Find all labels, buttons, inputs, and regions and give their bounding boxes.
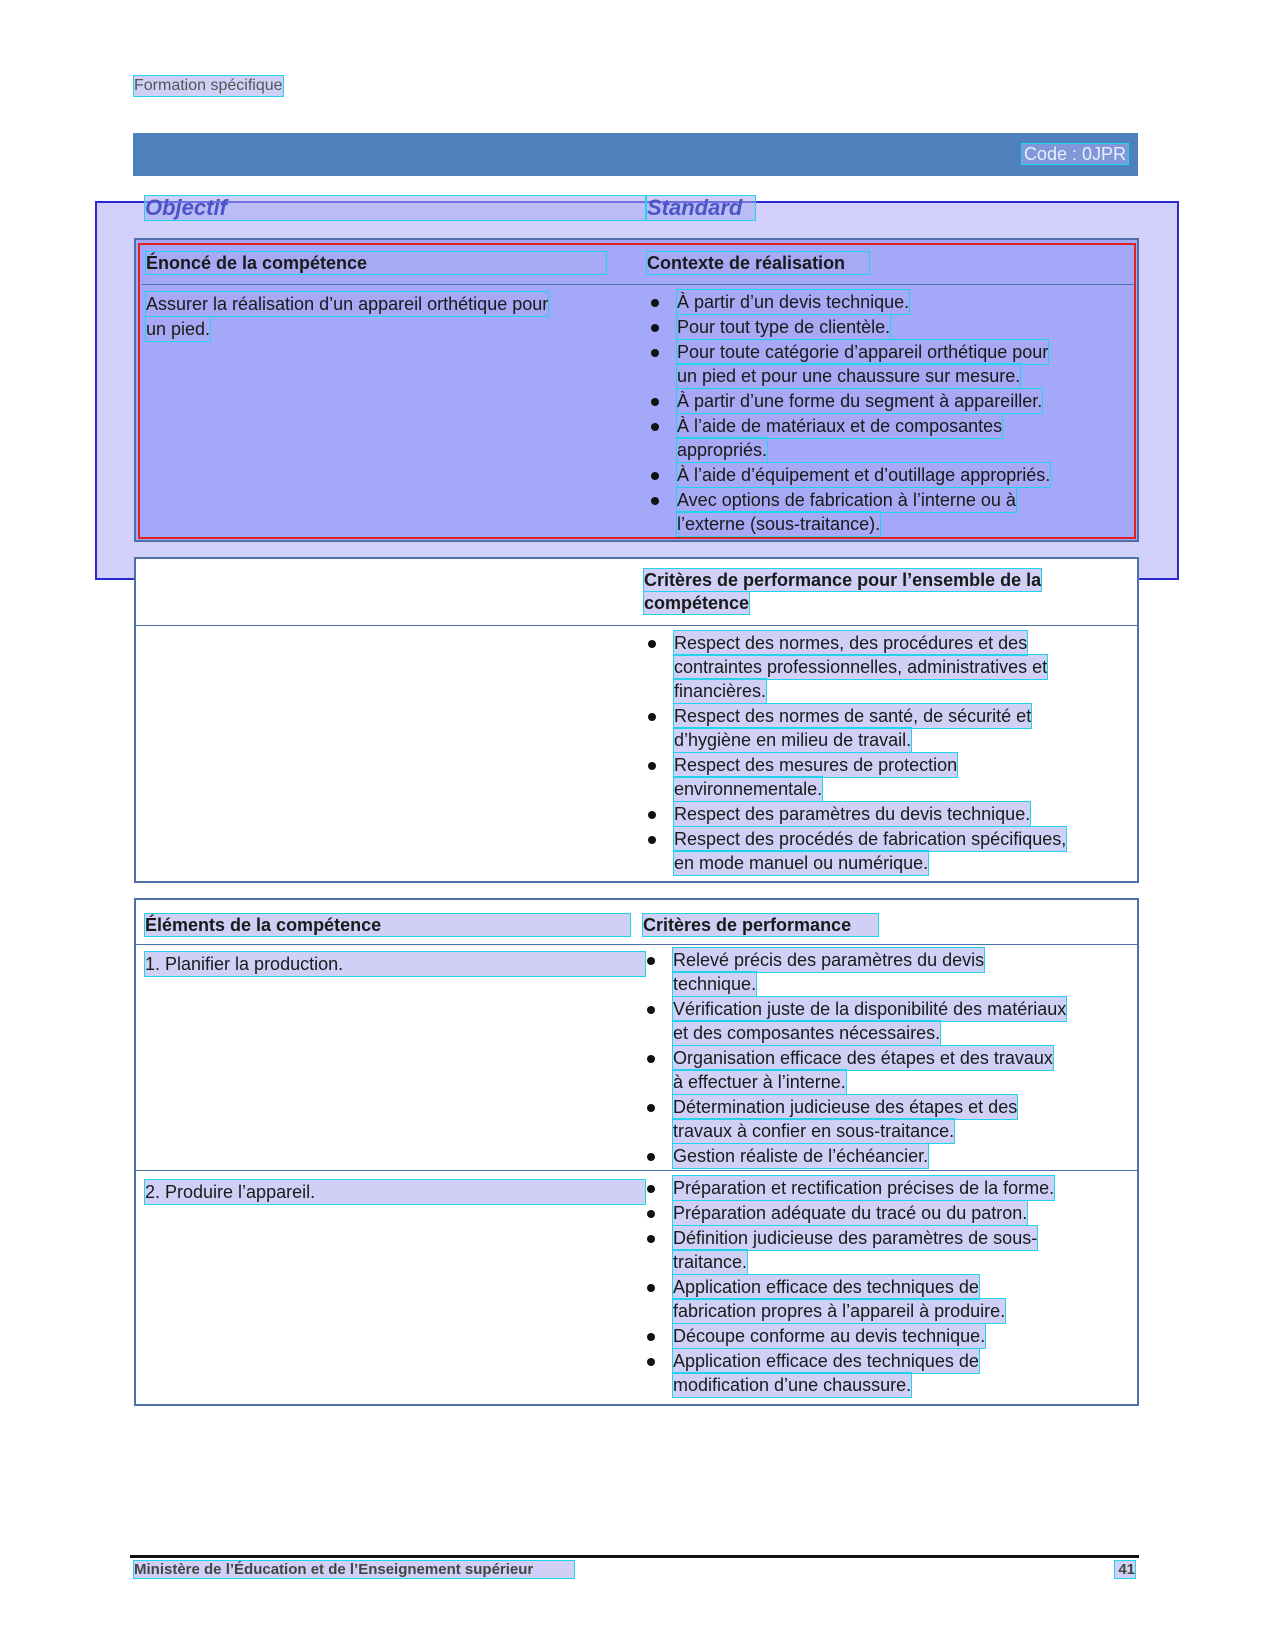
context-item-text: Pour tout type de clientèle. [677, 317, 891, 337]
global-criteria-heading [644, 569, 1089, 615]
footer-rule [130, 1555, 1139, 1558]
bullet-icon [647, 1210, 655, 1218]
criteria-heading: Critères de performance [643, 914, 878, 936]
section-label: Formation spécifique [134, 77, 283, 94]
context-item-text: l’externe (sous-traitance). [677, 514, 881, 534]
context-item-text: À partir d’un devis technique. [677, 292, 910, 312]
elements-table [134, 898, 1139, 1406]
context-item [647, 488, 1107, 536]
context-item-text: À partir d’une forme du segment à appareiller. [677, 391, 1043, 411]
criteria-item-text: Préparation et rectification précises de la forme. [673, 1178, 1055, 1198]
bullet-icon [651, 497, 659, 505]
bullet-icon [647, 1358, 655, 1366]
criteria-list-1 [643, 948, 1123, 1169]
criteria-item [643, 1046, 1123, 1094]
criteria-item-text: Application efficace des techniques de [673, 1351, 979, 1371]
bullet-icon [651, 349, 659, 357]
bullet-icon [647, 1104, 655, 1112]
competence-statement-line: Assurer la réalisation d’un appareil orthétique pour [146, 294, 549, 314]
criteria-item-text: Gestion réaliste de l’échéancier. [673, 1146, 929, 1166]
criteria-item [643, 1275, 1123, 1323]
context-heading: Contexte de réalisation [647, 252, 869, 274]
global-criteria-item [644, 631, 1104, 703]
bullet-icon [647, 1153, 655, 1161]
competence-statement-heading: Énoncé de la compétence [146, 252, 606, 274]
criteria-item [643, 948, 1123, 996]
global-criteria-item [644, 704, 1104, 752]
context-item-text: appropriés. [677, 440, 768, 460]
context-item [647, 389, 1107, 413]
bullet-icon [647, 1333, 655, 1341]
criteria-item-text: Vérification juste de la disponibilité des matériaux [673, 999, 1067, 1019]
global-criteria-item-text: Respect des normes de santé, de sécurité et [674, 706, 1032, 726]
criteria-item-text: Application efficace des techniques de [673, 1277, 979, 1297]
criteria-item-text: traitance. [673, 1252, 748, 1272]
criteria-item-text: modification d’une chaussure. [673, 1375, 912, 1395]
global-criteria-item-text: Respect des procédés de fabrication spécifiques, [674, 829, 1067, 849]
criteria-item [643, 1176, 1123, 1200]
criteria-item-text: Définition judicieuse des paramètres de sous- [673, 1228, 1038, 1248]
global-criteria-list [644, 631, 1104, 876]
context-item [647, 315, 1107, 339]
global-criteria-item [644, 827, 1104, 875]
global-criteria-heading-line: Critères de performance pour l’ensemble de la [644, 570, 1042, 590]
global-criteria-item-text: d’hygiène en milieu de travail. [674, 730, 912, 750]
criteria-item-text: fabrication propres à l’appareil à produire. [673, 1301, 1006, 1321]
context-item [647, 414, 1107, 462]
criteria-item [643, 1201, 1123, 1225]
code-label: Code : 0JPR [1023, 144, 1126, 164]
criteria-item-text: Relevé précis des paramètres du devis [673, 950, 985, 970]
criteria-item-text: Découpe conforme au devis technique. [673, 1326, 986, 1346]
criteria-item [643, 1349, 1123, 1397]
bullet-icon [648, 640, 656, 648]
global-criteria-item [644, 753, 1104, 801]
global-criteria-item-text: Respect des mesures de protection [674, 755, 958, 775]
criteria-item [643, 1226, 1123, 1274]
criteria-item-text: Organisation efficace des étapes et des travaux [673, 1048, 1053, 1068]
global-criteria-item-text: en mode manuel ou numérique. [674, 853, 929, 873]
bullet-icon [648, 762, 656, 770]
bullet-icon [651, 423, 659, 431]
footer-ministry: Ministère de l’Éducation et de l’Enseignement supérieur [134, 1561, 574, 1578]
criteria-item-text: Préparation adéquate du tracé ou du patron. [673, 1203, 1028, 1223]
criteria-item-text: travaux à confier en sous-traitance. [673, 1121, 955, 1141]
global-criteria-item-text: contraintes professionnelles, administratives et [674, 657, 1048, 677]
criteria-item [643, 1095, 1123, 1143]
code-banner [133, 133, 1138, 176]
objective-title: Objectif [145, 196, 645, 220]
bullet-icon [651, 472, 659, 480]
bullet-icon [648, 811, 656, 819]
criteria-item-text: technique. [673, 974, 757, 994]
competence-statement-line: un pied. [146, 319, 211, 339]
context-item [647, 463, 1107, 487]
context-item-text: À l’aide de matériaux et de composantes [677, 416, 1003, 436]
global-criteria-item-text: Respect des normes, des procédures et des [674, 633, 1028, 653]
criteria-item [643, 1144, 1123, 1168]
elements-heading: Éléments de la compétence [145, 914, 630, 936]
criteria-list-2 [643, 1176, 1123, 1398]
bullet-icon [647, 1284, 655, 1292]
context-list [647, 290, 1107, 537]
bullet-icon [651, 299, 659, 307]
global-criteria-heading-line: compétence [644, 593, 750, 613]
criteria-item [643, 997, 1123, 1045]
context-item [647, 340, 1107, 388]
competence-table [134, 238, 1139, 542]
context-item-text: Avec options de fabrication à l’interne ou à [677, 490, 1016, 510]
bullet-icon [647, 1006, 655, 1014]
bullet-icon [647, 957, 655, 965]
bullet-icon [647, 1055, 655, 1063]
context-item [647, 290, 1107, 314]
bullet-icon [648, 713, 656, 721]
criteria-item-text: Détermination judicieuse des étapes et des [673, 1097, 1018, 1117]
bullet-icon [651, 324, 659, 332]
element-2: 2. Produire l’appareil. [145, 1180, 645, 1204]
competence-statement [146, 292, 626, 342]
global-criteria-item [644, 802, 1104, 826]
criteria-item [643, 1324, 1123, 1348]
global-criteria-item-text: environnementale. [674, 779, 823, 799]
context-item-text: À l’aide d’équipement et d’outillage appropriés. [677, 465, 1051, 485]
bullet-icon [651, 398, 659, 406]
criteria-item-text: et des composantes nécessaires. [673, 1023, 941, 1043]
bullet-icon [647, 1235, 655, 1243]
standard-title: Standard [647, 196, 755, 220]
context-item-text: un pied et pour une chaussure sur mesure. [677, 366, 1021, 386]
global-criteria-item-text: Respect des paramètres du devis technique. [674, 804, 1031, 824]
criteria-item-text: à effectuer à l’interne. [673, 1072, 846, 1092]
bullet-icon [648, 836, 656, 844]
page-number: 41 [1115, 1561, 1135, 1578]
context-item-text: Pour toute catégorie d’appareil orthétique pour [677, 342, 1049, 362]
element-1: 1. Planifier la production. [145, 952, 645, 976]
bullet-icon [647, 1185, 655, 1193]
global-criteria-table [134, 557, 1139, 883]
global-criteria-item-text: financières. [674, 681, 767, 701]
